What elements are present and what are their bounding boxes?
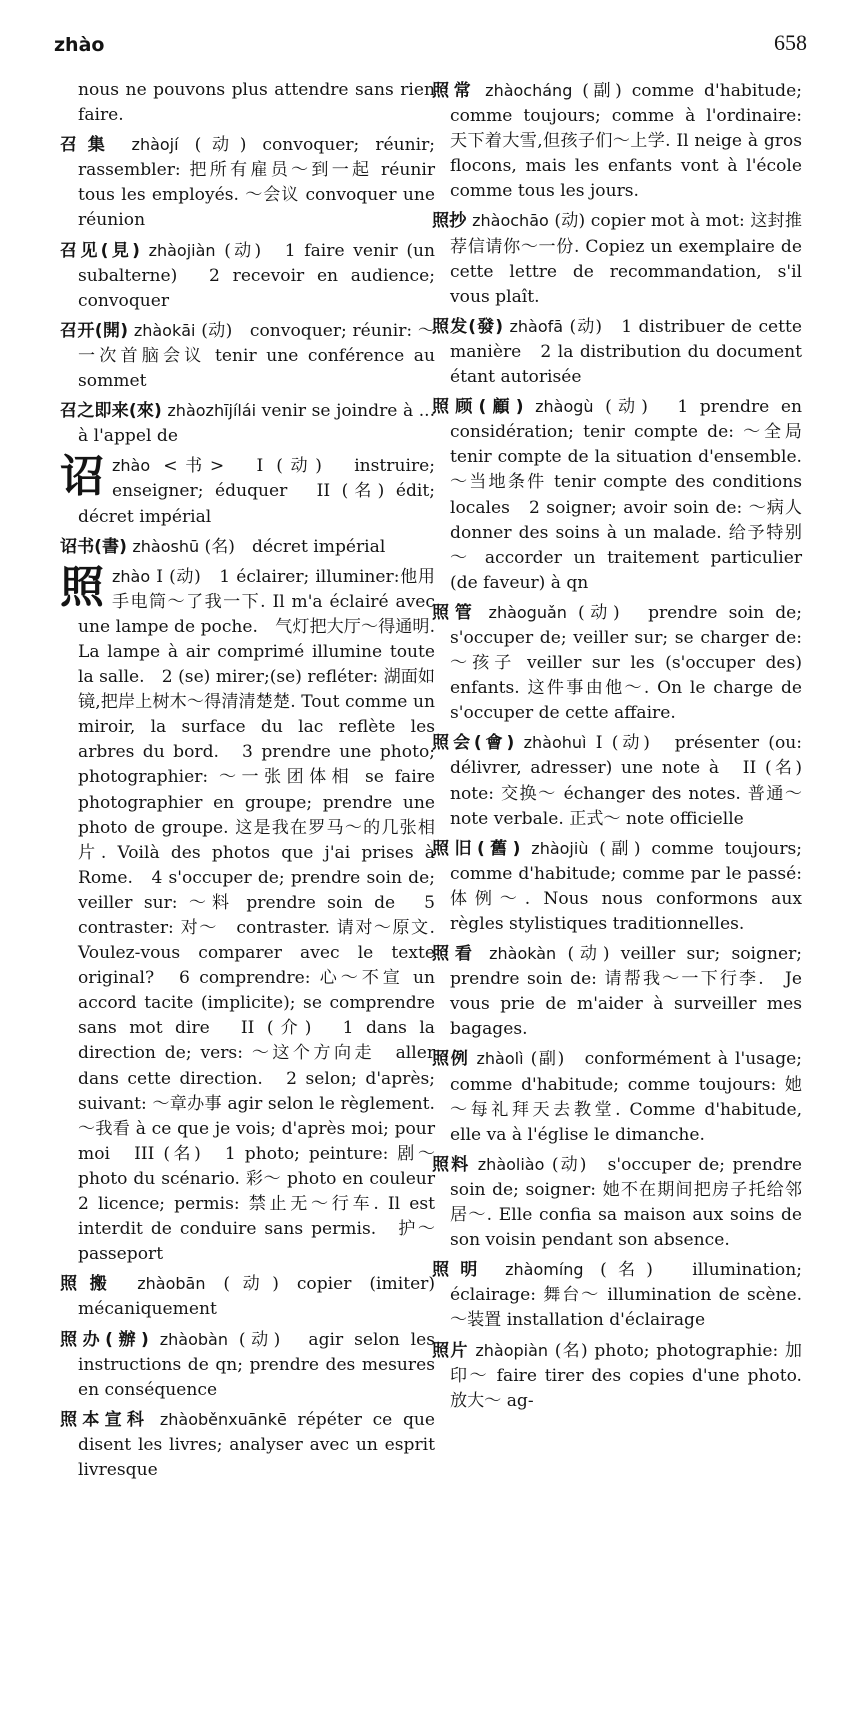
headword-character: 照	[60, 561, 104, 613]
entry-definition: venir se joindre à ... à l'appel de	[78, 401, 435, 447]
entry-pinyin: zhào	[112, 456, 151, 476]
entry-definition: I (动) présenter (ou: délivrer, adresser) une note à II (名) note: 交换～ échanger des notes. 普通～ note verbale. 正式～ note officielle	[450, 733, 820, 829]
dictionary-entry	[60, 1271, 435, 1322]
entry-pinyin: zhào	[112, 566, 151, 586]
entry-pinyin: zhàokàn	[489, 944, 557, 964]
dictionary-entry	[60, 398, 435, 449]
entry-hanzi: 照片	[432, 1340, 469, 1361]
entry-hanzi: 照发(發)	[432, 316, 504, 337]
entry-hanzi: 照办(辦)	[60, 1329, 149, 1350]
entry-pinyin: zhàokāi	[133, 320, 196, 340]
entry-definition: (副) conformément à l'usage; comme d'habitude; comme toujours: 她～每礼拜天去教堂. Comme d'habitude, elle va à l'église le dimanche.	[450, 1049, 803, 1145]
entry-hanzi: 照会(會)	[432, 733, 515, 754]
entry-definition: (名) décret impérial	[204, 536, 386, 557]
entry-continuation: nous ne pouvons plus attendre sans rien faire.	[78, 80, 435, 126]
entry-pinyin: zhàoliào	[477, 1154, 545, 1174]
dictionary-entry	[432, 941, 802, 1042]
entry-definition: (动) 1 prendre en considération; tenir compte de: ～全局 tenir compte de la situation d'ensemble. ～当地条件 tenir compte des conditions locales 2 soigner; avoir soin de: ～病人 donner des soins à un malade. 给予特别～ accorder un traitement particulier (de faveur) à qn	[450, 397, 802, 593]
dictionary-entry	[432, 78, 802, 204]
entry-pinyin: zhàoběnxuānkē	[159, 1409, 287, 1429]
entry-definition: (动) 1 faire venir (un subalterne) 2 recevoir en audience; convoquer	[78, 240, 436, 311]
entry-definition: (动) veiller sur; soigner; prendre soin de: 请帮我～一下行李. Je vous prie de m'aider à surveiller mes bagages.	[450, 944, 803, 1040]
entry-hanzi: 照旧(舊)	[432, 838, 521, 859]
entry-pinyin: zhàoguǎn	[488, 602, 567, 622]
entry-definition: (动) copier (imiter) mécaniquement	[78, 1274, 436, 1320]
entry-definition: (副) comme d'habitude; comme toujours; comme à l'ordinaire: 天下着大雪,但孩子们～上学. Il neige à gros flocons, mais les enfants vont à l'école comme tous les jours.	[450, 81, 802, 202]
entry-pinyin: zhàolì	[476, 1049, 524, 1069]
entry-definition: (名) photo; photographie: 加印～ faire tirer des copies d'une photo. 放大～ ag-	[450, 1340, 802, 1411]
headword-entry	[60, 453, 435, 529]
entry-hanzi: 照顾(顧)	[432, 397, 524, 418]
dictionary-entry	[432, 1338, 802, 1414]
right-column	[432, 78, 820, 1418]
entry-pinyin: zhàoshū	[132, 536, 200, 556]
entry-pinyin: zhàofā	[509, 316, 564, 336]
entry-hanzi: 照明	[432, 1260, 489, 1281]
entry-pinyin: zhàojiàn	[148, 240, 216, 260]
entry-hanzi: 照例	[432, 1049, 470, 1070]
dictionary-entry	[432, 314, 802, 390]
entry-hanzi: 召开(開)	[60, 320, 129, 341]
dictionary-entry	[60, 238, 435, 314]
dictionary-entry	[60, 1327, 435, 1403]
entry-definition: (动) 1 distribuer de cette manière 2 la distribution du document étant autorisée	[450, 316, 802, 388]
entry-pinyin: zhàopiàn	[475, 1340, 549, 1360]
entry-definition: <书> I (动) instruire; enseigner; éduquer II (名) édit; décret impérial	[78, 456, 435, 527]
entry-hanzi: 召之即来(來)	[60, 401, 162, 422]
entry-pinyin: zhàojiù	[531, 838, 589, 858]
running-headword: zhào	[54, 34, 105, 56]
headword-character: 诏	[60, 451, 104, 503]
entry-hanzi: 照本宣科	[60, 1409, 150, 1430]
entry-definition: (副) comme toujours; comme d'habitude; comme par le passé: 体例～. Nous nous conformons aux règles stylistiques traditionnelles.	[450, 838, 803, 934]
entry-definition: (动) prendre soin de; s'occuper de; veiller sur; se charger de: ～孩子 veiller sur les (s'occuper des) enfants. 这件事由他～. On le charge de s'occuper de cette affaire.	[450, 602, 803, 724]
dictionary-entry	[60, 318, 435, 394]
entry-hanzi: 召集	[60, 135, 116, 156]
entry-hanzi: 照常	[432, 81, 476, 101]
dictionary-entry	[432, 1046, 802, 1147]
entry-definition: (动) agir selon les instructions de qn; prendre des mesures en conséquence	[78, 1329, 435, 1400]
entry-pinyin: zhàomíng	[505, 1260, 584, 1280]
entry-definition: I (动) 1 éclairer; illuminer:他用手电筒～了我一下. Il m'a éclairé avec une lampe de poche. 气灯把大厅～得通明. La lampe à air comprimé illumine toute la salle. 2 (se) mirer;(se) refléter: 湖面如镜,把岸上树木～得清清楚楚. Tout comme un miroir, la surface du lac reflète les arbres du bord. 3 prendre une photo; photographier: ～一张团体相 se faire photographier en groupe; prendre une photo de groupe. 这是我在罗马～的几张相片. Voilà des photos que j'ai prises à Rome. 4 s'occuper de; prendre soin de; veiller sur: ～料 prendre soin de 5 contraster: 对～ contraster. 请对～原文. Voulez-vous comparer avec le texte original? 6 comprendre: 心～不宣 un accord tacite (implicite); se comprendre sans mot dire II (介) 1 dans la direction de; vers: ～这个方向走 aller dans cette direction. 2 selon; d'après; suivant: ～章办事 agir selon le règlement. ～我看 à ce que je vois; d'après moi; pour moi III (名) 1 photo; peinture: 剧～ photo du scénario. 彩～ photo en couleur 2 licence; permis: 禁止无～行车. Il est interdit de conduire sans permis. 护～ passeport	[78, 566, 453, 1265]
entry-hanzi: 召见(見)	[60, 240, 140, 261]
entry-definition: (名) illumination; éclairage: 舞台～ illumination de scène. ～装置 installation d'éclairage	[450, 1260, 802, 1331]
entry-pinyin: zhàozhījílái	[167, 401, 257, 421]
dictionary-entry	[60, 534, 435, 560]
page-number: 658	[774, 30, 807, 55]
entry-hanzi: 照看	[432, 944, 478, 965]
dictionary-entry	[432, 208, 802, 309]
entry-definition: (动) copier mot à mot: 这封推荐信请你～一份. Copiez un exemplaire de cette lettre de recommandation, s'il vous plaît.	[450, 211, 803, 307]
entry-hanzi: 照抄	[432, 211, 467, 232]
dictionary-entry	[432, 600, 802, 726]
dictionary-entry	[432, 1257, 802, 1333]
page-header	[54, 30, 807, 60]
entry-hanzi: 照管	[432, 602, 478, 623]
dictionary-entry	[432, 836, 802, 937]
entry-pinyin: zhàobàn	[159, 1329, 228, 1349]
entry-definition: (动) s'occuper de; prendre soin de; soigner: 她不在期间把房子托给邻居～. Elle confia sa maison aux soins de son voisin pendant son absence.	[450, 1154, 803, 1251]
entry-pinyin: zhàojí	[131, 135, 179, 155]
entry-pinyin: zhàohuì	[523, 733, 587, 753]
entry-pinyin: zhàocháng	[485, 81, 573, 100]
entry-hanzi: 诏书(書)	[60, 536, 127, 557]
dictionary-entry	[432, 730, 820, 831]
entry-definition: répéter ce que disent les livres; analyser avec un esprit livresque	[78, 1409, 436, 1480]
entry-definition: (动) convoquer; réunir; rassembler: 把所有雇员～到一起 réunir tous les employés. ～会议 convoquer une réunion	[78, 135, 436, 231]
entry-pinyin: zhàogù	[535, 397, 594, 417]
entry-hanzi: 照料	[432, 1154, 471, 1175]
dictionary-entry	[60, 132, 435, 233]
dictionary-entry	[432, 1152, 802, 1253]
entry-pinyin: zhàochāo	[472, 211, 549, 231]
entry-definition: (动) convoquer; réunir: ～一次首脑会议 tenir une conférence au sommet	[78, 320, 436, 392]
entry-hanzi: 照搬	[60, 1274, 120, 1295]
dictionary-entry	[432, 394, 802, 596]
entry-pinyin: zhàobān	[137, 1274, 206, 1294]
dictionary-entry	[60, 1407, 435, 1483]
